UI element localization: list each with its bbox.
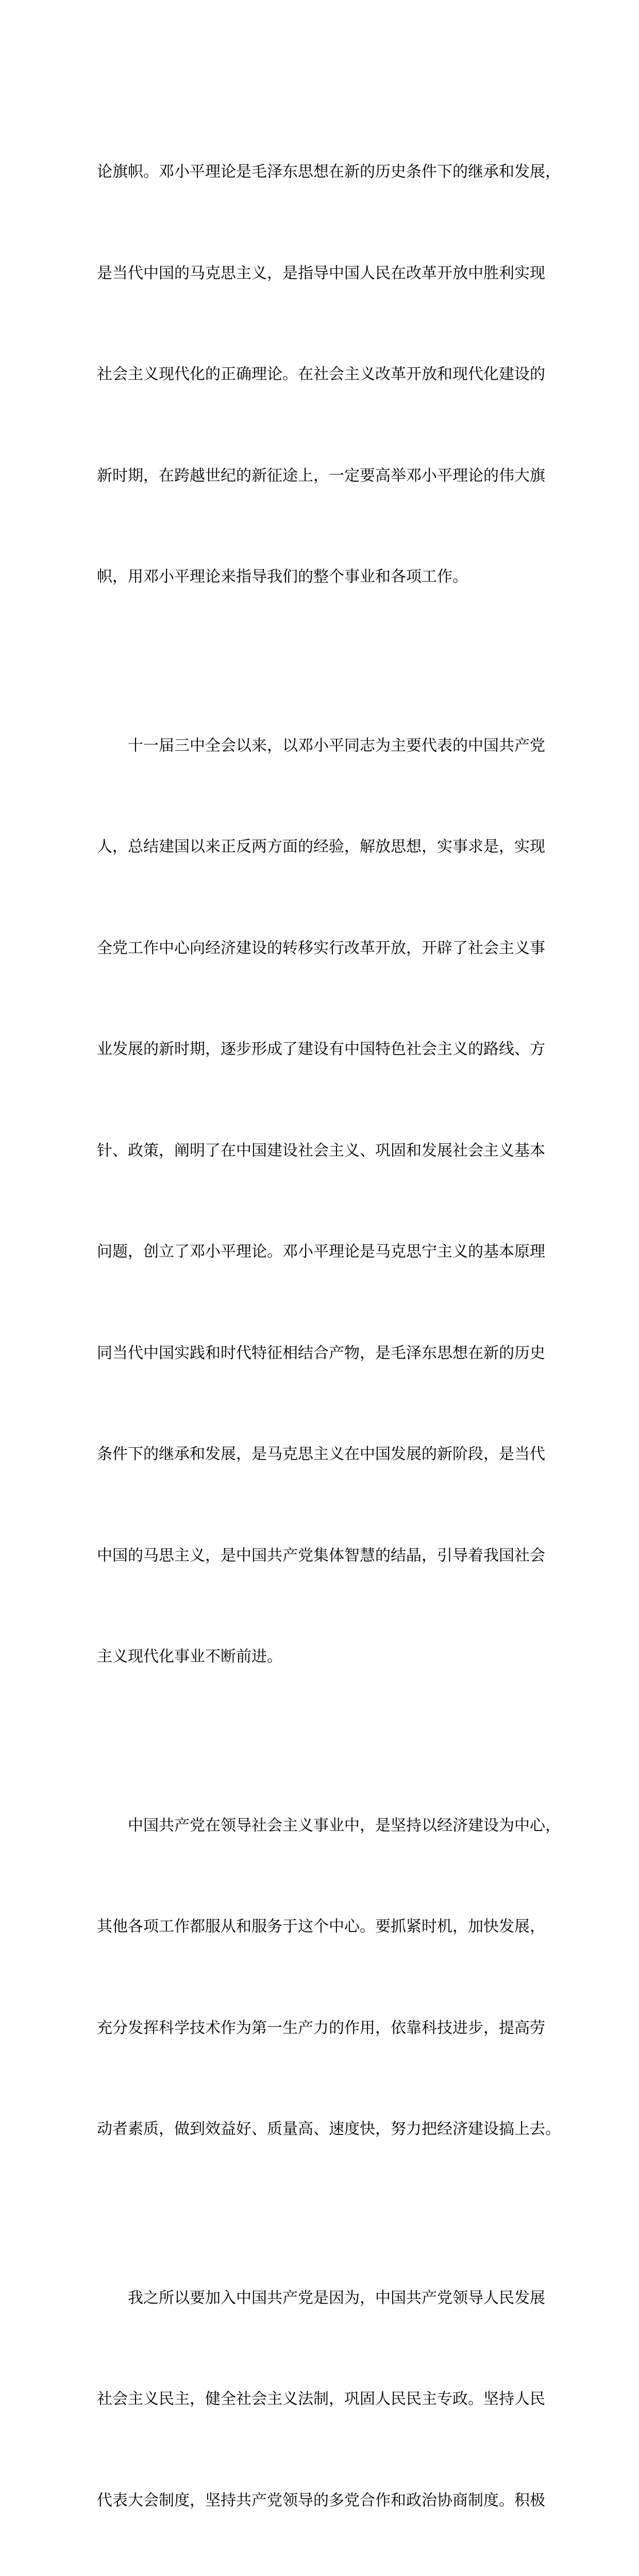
text-line: 我之所以要加入中国共产党是因为，中国共产党领导人民发展 (97, 2281, 550, 2315)
text-line: 代表大会制度，坚持共产党领导的多党合作和政治协商制度。积极 (97, 2484, 550, 2518)
paragraph-1 (97, 88, 550, 662)
text-line: 同当代中国实践和时代特征相结合产物，是毛泽东思想在新的历史 (97, 1336, 550, 1370)
text-line: 业发展的新时期，逐步形成了建设有中国特色社会主义的路线、方 (97, 1032, 550, 1066)
text-line: 其他各项工作都服从和服务于这个中心。要抓紧时机，加快发展， (97, 1910, 550, 1944)
text-line: 是当代中国的马克思主义，是指导中国人民在改革开放中胜利实现 (97, 257, 550, 291)
text-line: 人，总结建国以来正反两方面的经验，解放思想，实事求是，实现 (97, 830, 550, 864)
text-line: 动者素质，做到效益好、质量高、速度快，努力把经济建设搞上去。 (97, 2112, 550, 2146)
text-line: 主义现代化事业不断前进。 (97, 1640, 550, 1674)
text-line: 社会主义现代化的正确理论。在社会主义改革开放和现代化建设的 (97, 358, 550, 392)
document-page (0, 0, 639, 904)
text-line: 条件下的继承和发展，是马克思主义在中国发展的新阶段，是当代 (97, 1437, 550, 1471)
text-line: 中国的马思主义，是中国共产党集体智慧的结晶，引导着我国社会 (97, 1539, 550, 1573)
text-line: 新时期，在跨越世纪的新征途上，一定要高举邓小平理论的伟大旗 (97, 459, 550, 493)
text-line: 全党工作中心向经济建设的转移实行改革开放，开辟了社会主义事 (97, 931, 550, 965)
text-line: 问题，创立了邓小平理论。邓小平理论是马克思宁主义的基本原理 (97, 1235, 550, 1269)
paragraph-2 (97, 662, 550, 1741)
text-line: 充分发挥科学技术作为第一生产力的作用，依靠科技进步，提高劳 (97, 2011, 550, 2045)
text-line: 十一届三中全会以来，以邓小平同志为主要代表的中国共产党 (97, 729, 550, 763)
paragraph-4 (97, 2214, 550, 2576)
document-body (97, 88, 550, 2576)
text-line: 帜，用邓小平理论来指导我们的整个事业和各项工作。 (97, 560, 550, 594)
text-line: 中国共产党在领导社会主义事业中，是坚持以经济建设为中心， (97, 1809, 550, 1843)
paragraph-3 (97, 1741, 550, 2214)
text-line: 针、政策，阐明了在中国建设社会主义、巩固和发展社会主义基本 (97, 1134, 550, 1168)
text-line: 论旗帜。邓小平理论是毛泽东思想在新的历史条件下的继承和发展， (97, 155, 550, 189)
text-line: 社会主义民主，健全社会主义法制，巩固人民民主专政。坚持人民 (97, 2382, 550, 2416)
